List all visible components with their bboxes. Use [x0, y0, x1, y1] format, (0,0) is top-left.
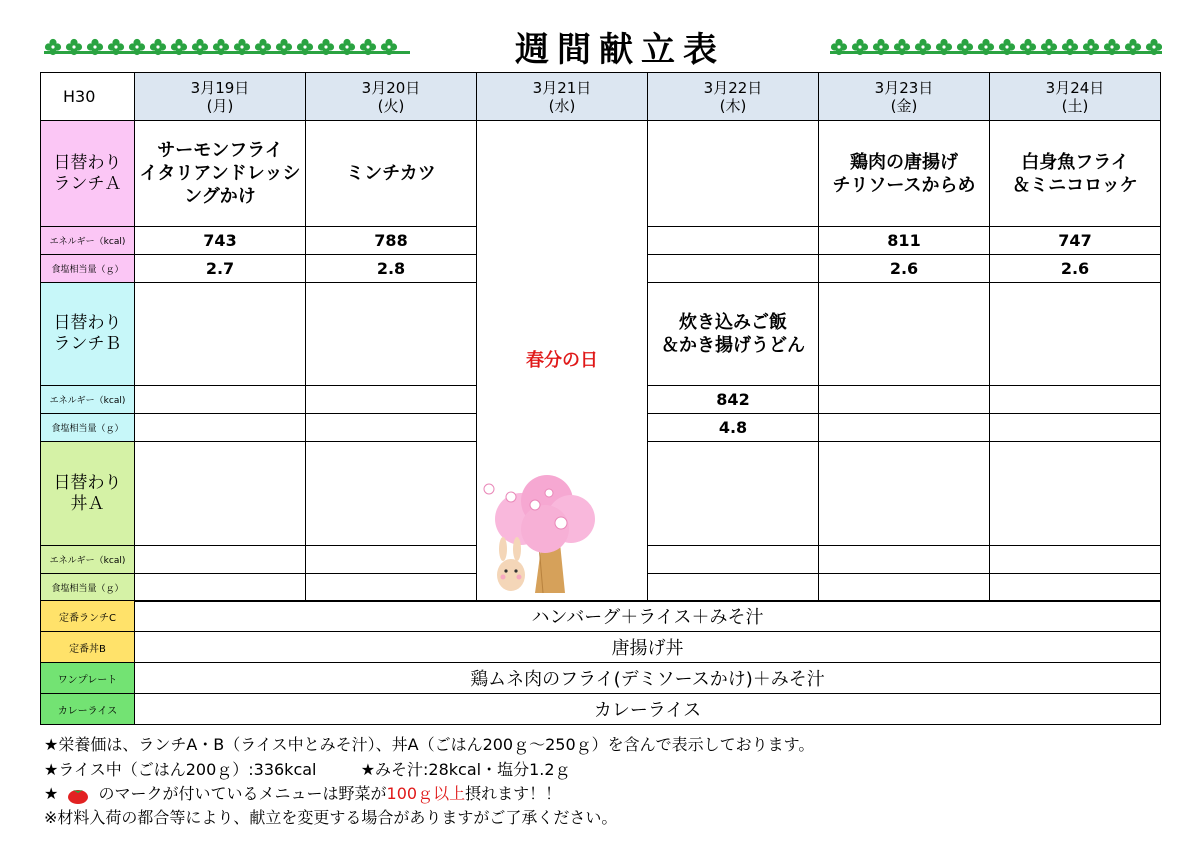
- date-label: 3月20日: [361, 78, 421, 97]
- lunch-a-fri: 鶏肉の唐揚げ チリソースからめ: [819, 121, 990, 227]
- clover-icon: [296, 38, 314, 56]
- note-rice-miso: [44, 757, 571, 780]
- clover-icon: [275, 38, 293, 56]
- salt-label: 食塩相当量（ｇ）: [41, 255, 135, 283]
- holiday-column-wed: [477, 121, 648, 602]
- clover-icon: [1040, 38, 1058, 56]
- energy-value: [648, 227, 819, 255]
- clover-icon: [1145, 38, 1162, 56]
- lunch-b-thu: 炊き込みご飯 ＆かき揚げうどん: [648, 283, 819, 386]
- clover-icon: [1124, 38, 1142, 56]
- energy-label: エネルギー（kcal): [41, 546, 135, 574]
- weekday-label: (月): [206, 96, 234, 115]
- day-header-sat: [990, 73, 1161, 121]
- clover-icon: [107, 38, 125, 56]
- highlight-100g: 100ｇ以上: [386, 784, 466, 803]
- energy-value: 842: [648, 386, 819, 414]
- clover-icon: [1061, 38, 1079, 56]
- energy-value: 743: [135, 227, 306, 255]
- clover-icon: [233, 38, 251, 56]
- clover-icon: [1019, 38, 1037, 56]
- fixed-label-don-b: 定番丼B: [41, 632, 135, 663]
- clover-icon: [977, 38, 995, 56]
- fixed-label-lunch-c: 定番ランチC: [41, 601, 135, 632]
- clover-icon: [893, 38, 911, 56]
- day-header-tue: [306, 73, 477, 121]
- clover-icon: [1082, 38, 1100, 56]
- date-label: 3月24日: [1045, 78, 1105, 97]
- clover-icon: [44, 38, 62, 56]
- row-label-don-a: 日替わり 丼Ａ: [41, 442, 135, 546]
- fixed-dish-lunch-c: ハンバーグ＋ライス＋みそ汁: [135, 601, 1161, 632]
- clover-border-left: [44, 36, 410, 60]
- lunch-b-fri: [819, 283, 990, 386]
- energy-label: エネルギー（kcal): [41, 227, 135, 255]
- row-label-lunch-b: 日替わり ランチＢ: [41, 283, 135, 386]
- salt-value: 2.7: [135, 255, 306, 283]
- clover-icon: [380, 38, 398, 56]
- holiday-label: 春分の日: [526, 350, 598, 371]
- clover-icon: [149, 38, 167, 56]
- fixed-menu-table: [40, 600, 1161, 725]
- salt-label: 食塩相当量（ｇ）: [41, 414, 135, 442]
- page-title: 週間献立表: [515, 30, 725, 70]
- clover-icon: [935, 38, 953, 56]
- lunch-b-mon: [135, 283, 306, 386]
- clover-icon: [830, 38, 848, 56]
- date-label: 3月23日: [874, 78, 934, 97]
- note-nutrition: ★栄養価は、ランチA・B（ライス中とみそ汁）、丼A（ごはん200ｇ～250ｇ）を含んで表示しております。: [44, 735, 815, 754]
- fixed-dish-curry: カレーライス: [135, 694, 1161, 725]
- energy-label: エネルギー（kcal): [41, 386, 135, 414]
- energy-value: 747: [990, 227, 1161, 255]
- salt-value: 2.6: [990, 255, 1161, 283]
- weekday-label: (水): [548, 96, 576, 115]
- lunch-a-mon: サーモンフライ イタリアンドレッシングかけ: [135, 121, 306, 227]
- lunch-a-thu: [648, 121, 819, 227]
- clover-icon: [914, 38, 932, 56]
- date-label: 3月19日: [190, 78, 250, 97]
- weekly-menu-table: [40, 72, 1161, 602]
- weekday-label: (金): [890, 96, 918, 115]
- salt-value: [648, 255, 819, 283]
- lunch-a-tue: ミンチカツ: [306, 121, 477, 227]
- clover-icon: [65, 38, 83, 56]
- clover-icon: [254, 38, 272, 56]
- note-disclaimer: ※材料入荷の都合等により、献立を変更する場合がありますがご了承ください。: [44, 808, 618, 827]
- clover-icon: [1103, 38, 1121, 56]
- lunch-b-tue: [306, 283, 477, 386]
- tomato-icon: [67, 786, 89, 804]
- clover-border-right: [830, 36, 1162, 60]
- energy-value: 788: [306, 227, 477, 255]
- weekday-label: (火): [377, 96, 405, 115]
- clover-icon: [191, 38, 209, 56]
- clover-icon: [359, 38, 377, 56]
- note-rice: ★ライス中（ごはん200ｇ）:336kcal: [44, 760, 317, 779]
- clover-icon: [851, 38, 869, 56]
- clover-icon: [128, 38, 146, 56]
- salt-value: 4.8: [648, 414, 819, 442]
- salt-value: 2.8: [306, 255, 477, 283]
- weekday-label: (土): [1061, 96, 1089, 115]
- row-label-lunch-a: 日替わり ランチＡ: [41, 121, 135, 227]
- day-header-fri: [819, 73, 990, 121]
- clover-icon: [170, 38, 188, 56]
- note-vegetable: ★ のマークが付いているメニューは野菜が100ｇ以上摂れます！！: [44, 784, 562, 803]
- clover-icon: [998, 38, 1016, 56]
- weekday-label: (木): [719, 96, 747, 115]
- cherry-blossom-tree-illustration: [481, 475, 599, 595]
- clover-icon: [872, 38, 890, 56]
- clover-icon: [86, 38, 104, 56]
- clover-icon: [956, 38, 974, 56]
- lunch-a-sat: 白身魚フライ ＆ミニコロッケ: [990, 121, 1161, 227]
- note-miso: ★みそ汁:28kcal・塩分1.2ｇ: [360, 760, 571, 779]
- day-header-mon: [135, 73, 306, 121]
- fixed-dish-one-plate: 鶏ムネ肉のフライ(デミソースかけ)＋みそ汁: [135, 663, 1161, 694]
- day-header-thu: [648, 73, 819, 121]
- clover-icon: [212, 38, 230, 56]
- clover-icon: [317, 38, 335, 56]
- year-cell: H30: [41, 73, 135, 121]
- salt-value: 2.6: [819, 255, 990, 283]
- salt-label: 食塩相当量（ｇ）: [41, 574, 135, 602]
- fixed-label-one-plate: ワンプレート: [41, 663, 135, 694]
- energy-value: 811: [819, 227, 990, 255]
- date-label: 3月21日: [532, 78, 592, 97]
- date-label: 3月22日: [703, 78, 763, 97]
- lunch-b-sat: [990, 283, 1161, 386]
- fixed-label-curry: カレーライス: [41, 694, 135, 725]
- fixed-dish-don-b: 唐揚げ丼: [135, 632, 1161, 663]
- day-header-wed: [477, 73, 648, 121]
- clover-icon: [338, 38, 356, 56]
